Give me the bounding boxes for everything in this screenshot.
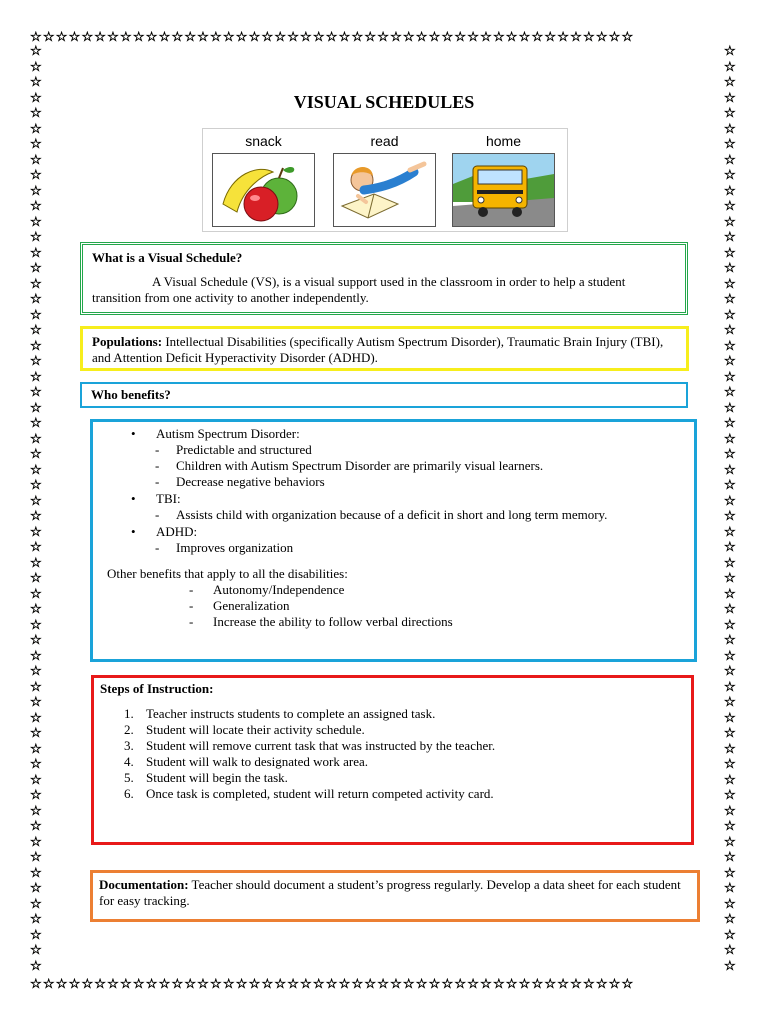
star-icon: ☆ [724, 369, 736, 385]
benefit-item: - Children with Autism Spectrum Disorder are primarily visual learners. [103, 458, 684, 474]
step-text: Student will begin the task. [146, 770, 288, 785]
star-icon: ☆ [390, 978, 403, 991]
star-icon: ☆ [171, 978, 185, 991]
star-icon: ☆ [531, 978, 545, 991]
star-icon: ☆ [724, 648, 736, 664]
step-item [100, 770, 685, 786]
star-icon: ☆ [30, 958, 42, 974]
star-icon: ☆ [570, 978, 583, 991]
star-icon: ☆ [30, 978, 43, 991]
star-icon: ☆ [724, 152, 736, 168]
star-icon: ☆ [68, 978, 82, 991]
star-icon: ☆ [724, 338, 736, 354]
star-icon: ☆ [724, 695, 736, 710]
star-icon: ☆ [120, 978, 133, 991]
documentation-label: Documentation: [99, 877, 189, 892]
star-icon: ☆ [724, 385, 736, 400]
star-icon: ☆ [30, 106, 42, 121]
what-is-heading: What is a Visual Schedule? [92, 250, 243, 265]
star-icon: ☆ [724, 710, 736, 726]
benefit-group-asd [103, 426, 684, 442]
star-icon: ☆ [145, 31, 159, 44]
star-icon: ☆ [492, 31, 506, 44]
schedule-card-label: home [485, 133, 522, 149]
star-icon: ☆ [390, 31, 403, 44]
star-icon: ☆ [428, 31, 442, 44]
star-icon: ☆ [724, 137, 736, 152]
star-icon: ☆ [222, 978, 236, 991]
star-icon: ☆ [30, 431, 42, 447]
boy-reading-icon [333, 153, 436, 227]
star-icon: ☆ [197, 31, 211, 44]
star-icon: ☆ [248, 31, 262, 44]
star-icon: ☆ [557, 978, 571, 991]
star-icon: ☆ [30, 633, 42, 648]
star-icon: ☆ [621, 31, 635, 44]
schedule-card-snack [212, 129, 315, 227]
other-benefit-item: - Generalization [103, 598, 684, 614]
star-icon: ☆ [30, 927, 42, 943]
star-icon: ☆ [30, 59, 42, 75]
star-icon: ☆ [210, 978, 223, 991]
star-border-top [30, 31, 742, 44]
star-icon: ☆ [55, 978, 69, 991]
star-icon: ☆ [557, 31, 571, 44]
star-icon: ☆ [505, 978, 519, 991]
star-icon: ☆ [325, 31, 339, 44]
benefit-groups-2 [103, 491, 684, 507]
step-number: 5. [124, 770, 134, 785]
fruit-icon [212, 153, 315, 227]
star-icon: ☆ [724, 292, 736, 307]
star-icon: ☆ [30, 276, 42, 292]
star-icon: ☆ [415, 31, 429, 44]
star-icon: ☆ [55, 31, 69, 44]
star-icon: ☆ [107, 31, 121, 44]
star-icon: ☆ [300, 31, 313, 44]
star-icon: ☆ [480, 31, 493, 44]
star-icon: ☆ [261, 978, 275, 991]
star-icon: ☆ [30, 323, 42, 338]
benefit-item: - Improves organization [103, 540, 684, 556]
star-icon: ☆ [724, 493, 736, 509]
star-icon: ☆ [724, 586, 736, 602]
star-icon: ☆ [30, 44, 42, 59]
star-icon: ☆ [595, 31, 609, 44]
benefits-box [90, 419, 697, 662]
step-text: Student will remove current task that was instructed by the teacher. [146, 738, 496, 753]
star-icon: ☆ [724, 602, 736, 617]
star-icon: ☆ [30, 757, 42, 772]
star-icon: ☆ [30, 261, 42, 276]
step-item [100, 722, 685, 738]
star-icon: ☆ [724, 896, 736, 912]
star-icon: ☆ [30, 571, 42, 586]
step-item [100, 706, 685, 722]
star-icon: ☆ [30, 245, 42, 261]
star-icon: ☆ [724, 772, 736, 788]
star-icon: ☆ [724, 834, 736, 850]
star-icon: ☆ [30, 850, 42, 865]
star-icon: ☆ [377, 978, 391, 991]
steps-list [100, 706, 685, 802]
star-icon: ☆ [274, 31, 288, 44]
star-icon: ☆ [132, 978, 146, 991]
star-icon: ☆ [492, 978, 506, 991]
star-icon: ☆ [364, 31, 378, 44]
star-icon: ☆ [145, 978, 159, 991]
star-icon: ☆ [724, 462, 736, 478]
star-icon: ☆ [30, 462, 42, 478]
step-text: Once task is completed, student will return competed activity card. [146, 786, 494, 801]
star-icon: ☆ [724, 912, 736, 927]
star-icon: ☆ [441, 31, 455, 44]
star-icon: ☆ [518, 978, 532, 991]
page-title: VISUAL SCHEDULES [293, 92, 475, 112]
star-icon: ☆ [42, 31, 56, 44]
step-item [100, 738, 685, 754]
star-icon: ☆ [30, 834, 42, 850]
star-icon: ☆ [724, 323, 736, 338]
star-icon: ☆ [724, 555, 736, 571]
star-icon: ☆ [30, 478, 42, 493]
star-icon: ☆ [724, 540, 736, 555]
star-icon: ☆ [724, 245, 736, 261]
star-icon: ☆ [724, 400, 736, 416]
benefit-item: - Predictable and structured [103, 442, 684, 458]
star-icon: ☆ [724, 75, 736, 90]
star-icon: ☆ [30, 772, 42, 788]
star-icon: ☆ [30, 865, 42, 881]
star-icon: ☆ [30, 183, 42, 199]
star-icon: ☆ [158, 978, 172, 991]
other-benefit-item: - Increase the ability to follow verbal directions [103, 614, 684, 630]
step-number: 3. [124, 738, 134, 753]
star-icon: ☆ [30, 803, 42, 819]
star-icon: ☆ [724, 354, 736, 369]
star-icon: ☆ [724, 59, 736, 75]
star-icon: ☆ [30, 896, 42, 912]
star-icon: ☆ [312, 978, 326, 991]
benefit-item: - Decrease negative behaviors [103, 474, 684, 490]
star-icon: ☆ [505, 31, 519, 44]
star-icon: ☆ [184, 31, 198, 44]
star-icon: ☆ [42, 978, 56, 991]
star-icon: ☆ [107, 978, 121, 991]
school-bus-icon [452, 153, 555, 227]
what-is-box [80, 242, 688, 315]
star-icon: ☆ [724, 524, 736, 540]
star-icon: ☆ [184, 978, 198, 991]
star-icon: ☆ [261, 31, 275, 44]
star-icon: ☆ [338, 978, 352, 991]
star-icon: ☆ [724, 214, 736, 230]
star-icon: ☆ [30, 493, 42, 509]
documentation-text: Teacher should document a student’s progress regularly. Develop a data sheet for each student for easy tracking. [99, 877, 681, 908]
step-item [100, 786, 685, 802]
star-icon: ☆ [724, 90, 736, 106]
star-icon: ☆ [608, 31, 622, 44]
step-number: 2. [124, 722, 134, 737]
star-icon: ☆ [235, 31, 249, 44]
star-icon: ☆ [30, 369, 42, 385]
star-icon: ☆ [248, 978, 262, 991]
star-icon: ☆ [415, 978, 429, 991]
star-icon: ☆ [724, 819, 736, 834]
schedule-card-label: snack [245, 133, 282, 149]
star-icon: ☆ [197, 978, 211, 991]
star-icon: ☆ [724, 788, 736, 803]
star-icon: ☆ [30, 881, 42, 896]
star-icon: ☆ [81, 31, 95, 44]
star-icon: ☆ [595, 978, 609, 991]
star-icon: ☆ [30, 385, 42, 400]
schedule-card-label: read [370, 133, 399, 149]
benefit-group-name: • ADHD: [156, 524, 198, 539]
star-icon: ☆ [81, 978, 95, 991]
star-icon: ☆ [30, 354, 42, 369]
star-icon: ☆ [724, 881, 736, 896]
star-icon: ☆ [30, 943, 42, 958]
step-text: Teacher instructs students to complete an assigned task. [146, 706, 436, 721]
star-icon: ☆ [724, 741, 736, 757]
benefit-groups [103, 426, 684, 442]
star-icon: ☆ [30, 168, 42, 183]
star-icon: ☆ [287, 31, 301, 44]
star-icon: ☆ [582, 31, 596, 44]
star-icon: ☆ [724, 44, 736, 59]
star-icon: ☆ [30, 726, 42, 741]
star-icon: ☆ [724, 865, 736, 881]
star-icon: ☆ [724, 447, 736, 462]
star-icon: ☆ [30, 214, 42, 230]
star-icon: ☆ [544, 978, 558, 991]
star-icon: ☆ [724, 121, 736, 137]
star-icon: ☆ [235, 978, 249, 991]
star-icon: ☆ [30, 230, 42, 245]
step-number: 1. [124, 706, 134, 721]
star-icon: ☆ [30, 679, 42, 695]
benefit-group-name: • Autism Spectrum Disorder: [156, 426, 300, 441]
schedule-card-home [452, 129, 555, 227]
star-icon: ☆ [30, 416, 42, 431]
star-icon: ☆ [402, 31, 416, 44]
other-benefit-item: - Autonomy/Independence [103, 582, 684, 598]
star-icon: ☆ [171, 31, 185, 44]
who-benefits-box [80, 382, 688, 408]
other-benefits-heading: Other benefits that apply to all the disabilities: [107, 566, 348, 581]
star-icon: ☆ [30, 741, 42, 757]
star-icon: ☆ [30, 90, 42, 106]
star-icon: ☆ [724, 307, 736, 323]
populations-text: Intellectual Disabilities (specifically Autism Spectrum Disorder), Traumatic Brain Injury (TBI), and Attention Deficit Hyperactivity Disorder (ADHD). [92, 334, 664, 365]
who-benefits-heading: Who benefits? [91, 387, 171, 402]
benefit-group-name: • TBI: [156, 491, 181, 506]
step-text: Student will walk to designated work area. [146, 754, 369, 769]
star-icon: ☆ [724, 571, 736, 586]
star-icon: ☆ [724, 633, 736, 648]
star-icon: ☆ [30, 292, 42, 307]
star-icon: ☆ [724, 679, 736, 695]
star-icon: ☆ [30, 307, 42, 323]
star-icon: ☆ [724, 850, 736, 865]
star-border-bottom [30, 978, 742, 991]
star-icon: ☆ [325, 978, 339, 991]
step-number: 4. [124, 754, 134, 769]
benefit-item: - Assists child with organization because of a deficit in short and long term memory. [103, 507, 684, 523]
benefit-group-adhd [103, 524, 684, 540]
star-icon: ☆ [724, 478, 736, 493]
star-icon: ☆ [30, 695, 42, 710]
star-icon: ☆ [480, 978, 493, 991]
step-number: 6. [124, 786, 134, 801]
star-icon: ☆ [274, 978, 288, 991]
star-icon: ☆ [724, 431, 736, 447]
star-icon: ☆ [621, 978, 635, 991]
star-icon: ☆ [724, 927, 736, 943]
star-icon: ☆ [30, 602, 42, 617]
populations-label: Populations: [92, 334, 163, 349]
star-icon: ☆ [402, 978, 416, 991]
star-icon: ☆ [724, 183, 736, 199]
star-icon: ☆ [724, 664, 736, 679]
step-text: Student will locate their activity schedule. [146, 722, 365, 737]
star-icon: ☆ [454, 978, 468, 991]
star-icon: ☆ [300, 978, 313, 991]
step-item [100, 754, 685, 770]
star-icon: ☆ [30, 788, 42, 803]
star-icon: ☆ [724, 199, 736, 214]
star-icon: ☆ [222, 31, 236, 44]
star-icon: ☆ [312, 31, 326, 44]
star-icon: ☆ [30, 524, 42, 540]
star-icon: ☆ [428, 978, 442, 991]
star-icon: ☆ [68, 31, 82, 44]
star-icon: ☆ [30, 509, 42, 524]
star-icon: ☆ [30, 555, 42, 571]
star-icon: ☆ [724, 168, 736, 183]
star-icon: ☆ [30, 819, 42, 834]
star-icon: ☆ [724, 230, 736, 245]
star-icon: ☆ [724, 943, 736, 958]
star-icon: ☆ [724, 958, 736, 974]
star-icon: ☆ [120, 31, 133, 44]
star-icon: ☆ [454, 31, 468, 44]
star-icon: ☆ [30, 617, 42, 633]
star-icon: ☆ [30, 586, 42, 602]
star-border-left [30, 44, 44, 978]
what-is-body: A Visual Schedule (VS), is a visual support used in the classroom in order to help a student transition from one activity to another independently. [92, 274, 626, 305]
star-icon: ☆ [570, 31, 583, 44]
star-icon: ☆ [30, 912, 42, 927]
star-icon: ☆ [724, 509, 736, 524]
star-icon: ☆ [210, 31, 223, 44]
star-icon: ☆ [467, 31, 481, 44]
star-icon: ☆ [351, 978, 365, 991]
star-icon: ☆ [94, 978, 108, 991]
star-icon: ☆ [724, 803, 736, 819]
star-icon: ☆ [531, 31, 545, 44]
star-border-right [724, 44, 738, 978]
benefit-group-tbi [103, 491, 684, 507]
star-icon: ☆ [724, 726, 736, 741]
star-icon: ☆ [30, 400, 42, 416]
star-icon: ☆ [582, 978, 596, 991]
star-icon: ☆ [724, 416, 736, 431]
star-icon: ☆ [158, 31, 172, 44]
star-icon: ☆ [338, 31, 352, 44]
star-icon: ☆ [364, 978, 378, 991]
star-icon: ☆ [30, 338, 42, 354]
steps-box [91, 675, 694, 845]
star-icon: ☆ [30, 31, 43, 44]
star-icon: ☆ [377, 31, 391, 44]
star-icon: ☆ [94, 31, 108, 44]
star-icon: ☆ [287, 978, 301, 991]
documentation-box [90, 870, 700, 922]
star-icon: ☆ [467, 978, 481, 991]
star-icon: ☆ [724, 276, 736, 292]
star-icon: ☆ [132, 31, 146, 44]
populations-box [80, 326, 689, 371]
star-icon: ☆ [544, 31, 558, 44]
star-icon: ☆ [724, 617, 736, 633]
star-icon: ☆ [30, 121, 42, 137]
benefit-groups-3 [103, 524, 684, 540]
star-icon: ☆ [30, 137, 42, 152]
star-icon: ☆ [441, 978, 455, 991]
star-icon: ☆ [30, 664, 42, 679]
star-icon: ☆ [30, 75, 42, 90]
star-icon: ☆ [30, 447, 42, 462]
star-icon: ☆ [608, 978, 622, 991]
schedule-card-read [333, 129, 436, 227]
star-icon: ☆ [724, 106, 736, 121]
star-icon: ☆ [518, 31, 532, 44]
star-icon: ☆ [30, 648, 42, 664]
star-icon: ☆ [724, 757, 736, 772]
star-icon: ☆ [30, 540, 42, 555]
star-icon: ☆ [351, 31, 365, 44]
visual-schedule-strip [202, 128, 568, 232]
steps-heading: Steps of Instruction: [100, 681, 214, 696]
star-icon: ☆ [30, 152, 42, 168]
star-icon: ☆ [724, 261, 736, 276]
star-icon: ☆ [30, 710, 42, 726]
star-icon: ☆ [30, 199, 42, 214]
